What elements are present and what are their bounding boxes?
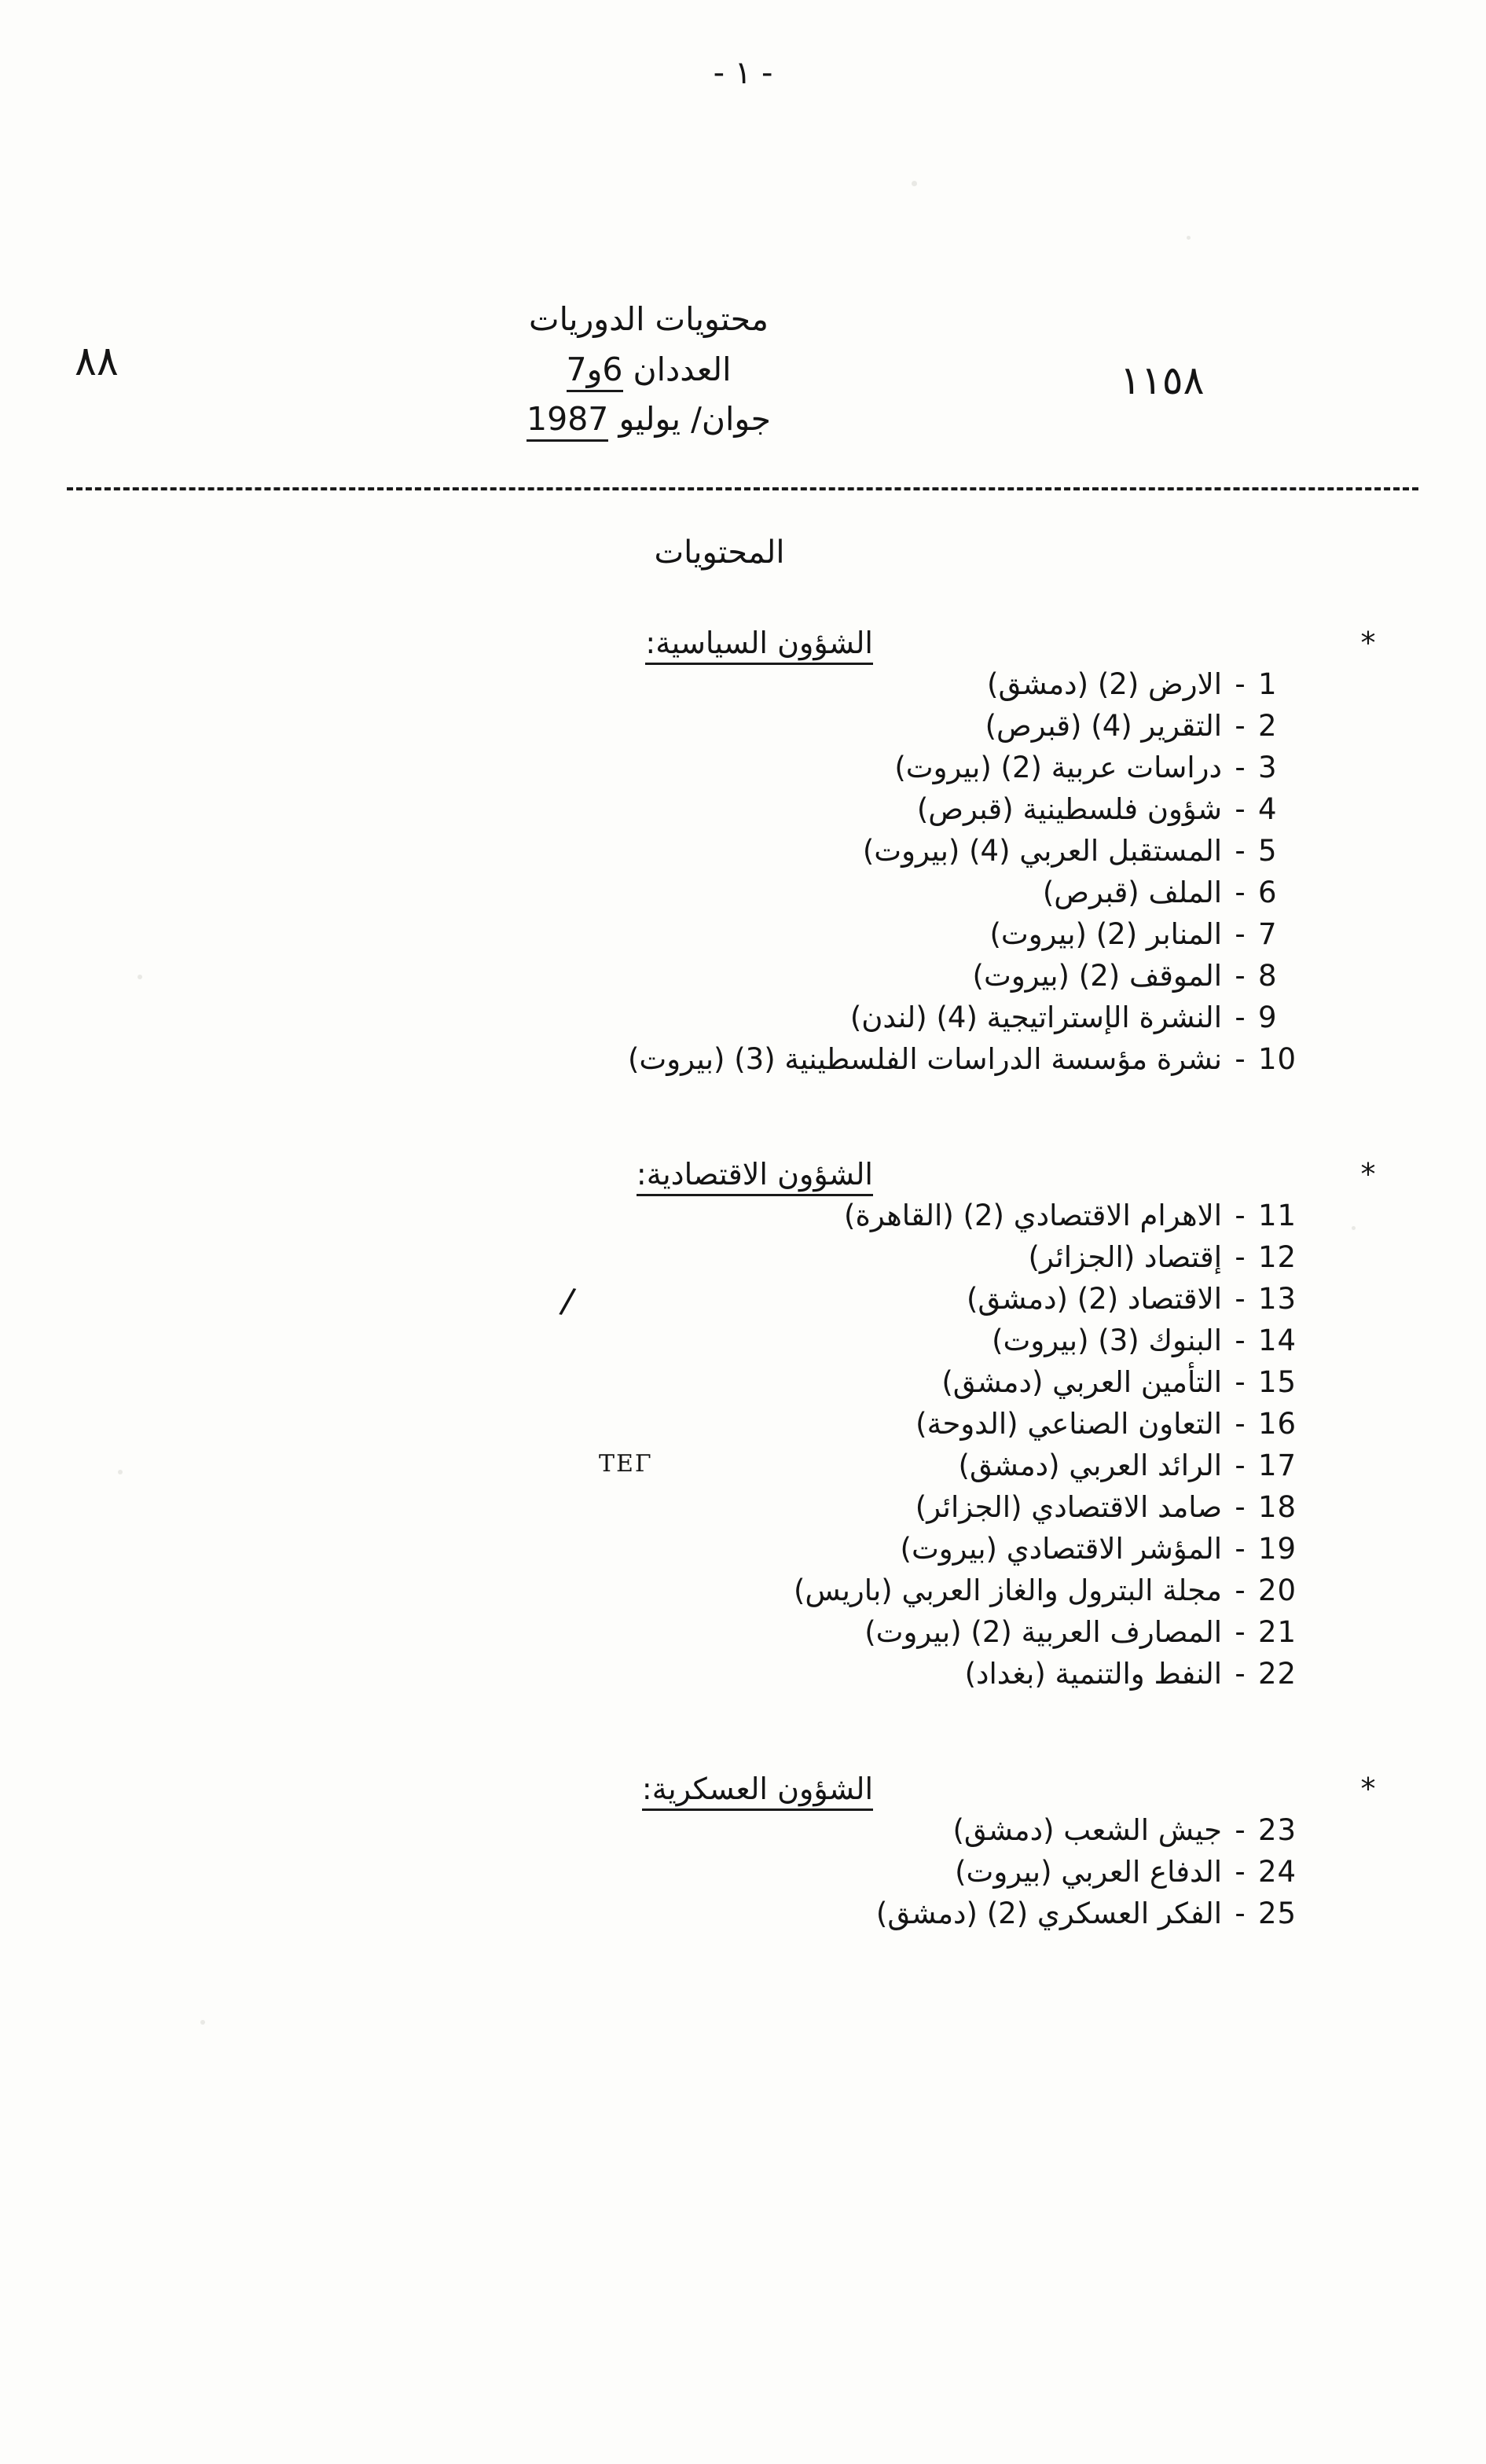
section-header-military: [0, 1772, 1486, 1811]
list-item: [0, 667, 1486, 701]
handwritten-note-left: ٨٨: [75, 338, 119, 385]
contents-title: المحتويات: [654, 534, 785, 571]
heading-title: محتويات الدوريات: [528, 300, 769, 338]
item-text: النفط والتنمية (بغداد): [964, 1657, 1222, 1691]
scan-speckle: [912, 181, 917, 186]
section-title: الشؤون العسكرية:: [642, 1772, 873, 1811]
item-text: نشرة مؤسسة الدراسات الفلسطينية (3) (بيروت): [627, 1042, 1222, 1076]
heading-issue-label: العددان: [633, 350, 732, 388]
item-index: 22: [1258, 1657, 1297, 1691]
item-text: التعاون الصناعي (الدوحة): [915, 1407, 1222, 1441]
item-index: 11: [1258, 1199, 1297, 1232]
item-index: 7: [1258, 917, 1278, 951]
item-dash: -: [1235, 1324, 1246, 1357]
item-index: 20: [1258, 1574, 1297, 1607]
item-index: 8: [1258, 959, 1278, 993]
heading-issue: [0, 345, 1486, 395]
item-text: الارض (2) (دمشق): [987, 667, 1222, 701]
item-dash: -: [1235, 667, 1246, 701]
page-number: - ١ -: [713, 55, 773, 91]
item-index: 15: [1258, 1365, 1297, 1399]
item-text: البنوك (3) (بيروت): [992, 1324, 1222, 1357]
scan-speckle: [1187, 236, 1191, 240]
item-text: المصارف العربية (2) (بيروت): [864, 1615, 1222, 1649]
item-dash: -: [1235, 876, 1246, 909]
item-dash: -: [1235, 1532, 1246, 1566]
section-title: الشؤون السياسية:: [645, 626, 873, 665]
list-item: [0, 1899, 1486, 1928]
item-text: شؤون فلسطينية (قبرص): [916, 792, 1222, 826]
item-index: 21: [1258, 1615, 1297, 1649]
item-text: الاقتصاد (2) (دمشق): [966, 1282, 1222, 1316]
list-item: [0, 959, 1486, 993]
item-index: 3: [1258, 751, 1278, 784]
item-text: إقتصاد (الجزائر): [1028, 1240, 1222, 1274]
item-dash: -: [1235, 959, 1246, 993]
list-item: [0, 1282, 1486, 1316]
list-item: [0, 1201, 1486, 1230]
list-item: [0, 878, 1486, 907]
item-dash: -: [1235, 1449, 1246, 1482]
item-text: النشرة الإستراتيجية (4) (لندن): [849, 1001, 1222, 1034]
item-dash: -: [1235, 1657, 1246, 1691]
scan-speckle: [200, 2020, 205, 2025]
handwritten-note-right: ١١٥٨: [1120, 358, 1205, 403]
item-index: 2: [1258, 709, 1278, 743]
item-dash: -: [1235, 1365, 1246, 1399]
section-title: الشؤون الاقتصادية:: [637, 1157, 873, 1196]
item-text: الاهرام الاقتصادي (2) (القاهرة): [844, 1199, 1222, 1232]
list-item: [0, 1657, 1486, 1691]
list-item: [0, 1326, 1486, 1355]
item-text: الملف (قبرص): [1042, 876, 1222, 909]
item-text: دراسات عربية (2) (بيروت): [894, 751, 1222, 784]
item-index: 24: [1258, 1855, 1297, 1889]
item-dash: -: [1235, 1042, 1246, 1076]
document-heading: [0, 295, 1486, 445]
heading-date-label: جوان/ يوليو: [618, 400, 771, 439]
list-item: [0, 1813, 1486, 1847]
list-item: [0, 1407, 1486, 1441]
item-index: 18: [1258, 1490, 1297, 1524]
item-dash: -: [1235, 1001, 1246, 1034]
section-header-political: [0, 626, 1486, 665]
list-item: [0, 753, 1486, 782]
item-dash: -: [1235, 792, 1246, 826]
item-index: 16: [1258, 1407, 1297, 1441]
item-dash: -: [1235, 834, 1246, 868]
list-item: [0, 792, 1486, 826]
list-item: [0, 1451, 1486, 1480]
item-text: المستقبل العربي (4) (بيروت): [862, 834, 1222, 868]
heading-date: [0, 395, 1486, 445]
item-dash: -: [1235, 1282, 1246, 1316]
item-text: جيش الشعب (دمشق): [952, 1813, 1222, 1847]
item-index: 14: [1258, 1324, 1297, 1357]
item-index: 13: [1258, 1282, 1297, 1316]
item-index: 12: [1258, 1240, 1297, 1274]
list-item: [0, 1365, 1486, 1399]
marginalia-slash: /: [557, 1280, 578, 1322]
section-header-economic: [0, 1157, 1486, 1196]
item-text: الفكر العسكري (2) (دمشق): [875, 1897, 1222, 1930]
list-item: [0, 917, 1486, 951]
item-index: 6: [1258, 876, 1278, 909]
item-dash: -: [1235, 709, 1246, 743]
item-dash: -: [1235, 1240, 1246, 1274]
list-item: [0, 1042, 1486, 1076]
contents-list: [0, 597, 1486, 1941]
item-text: التقرير (4) (قبرص): [985, 709, 1222, 743]
list-item: [0, 1615, 1486, 1649]
item-dash: -: [1235, 1199, 1246, 1232]
dashed-divider: [67, 487, 1418, 490]
list-item: [0, 1240, 1486, 1274]
item-index: 9: [1258, 1001, 1278, 1034]
item-text: مجلة البترول والغاز العربي (باريس): [793, 1574, 1222, 1607]
item-index: 10: [1258, 1042, 1297, 1076]
item-dash: -: [1235, 751, 1246, 784]
list-item: [0, 1855, 1486, 1889]
item-text: صامد الاقتصادي (الجزائر): [915, 1490, 1222, 1524]
item-dash: -: [1235, 1855, 1246, 1889]
item-index: 25: [1258, 1897, 1297, 1930]
item-index: 5: [1258, 834, 1278, 868]
item-dash: -: [1235, 1407, 1246, 1441]
item-index: 17: [1258, 1449, 1297, 1482]
item-dash: -: [1235, 1574, 1246, 1607]
section-spacer: [0, 1701, 1486, 1743]
item-text: الموقف (2) (بيروت): [972, 959, 1222, 993]
item-text: الدفاع العربي (بيروت): [955, 1855, 1222, 1889]
item-index: 4: [1258, 792, 1278, 826]
list-item: [0, 834, 1486, 868]
section-spacer: [0, 1086, 1486, 1129]
heading-year: 1987: [527, 400, 608, 442]
list-item: [0, 1532, 1486, 1566]
list-item: [0, 1576, 1486, 1605]
item-text: المؤشر الاقتصادي (بيروت): [900, 1532, 1222, 1566]
list-item: [0, 709, 1486, 743]
item-index: 1: [1258, 667, 1278, 701]
heading-issue-number: 6و7: [567, 351, 623, 392]
item-dash: -: [1235, 1615, 1246, 1649]
item-index: 19: [1258, 1532, 1297, 1566]
marginalia-tef: ΤΕΓ: [599, 1450, 653, 1478]
list-item: [0, 1003, 1486, 1032]
item-dash: -: [1235, 917, 1246, 951]
asterisk-icon: *: [1360, 626, 1376, 660]
item-text: التأمين العربي (دمشق): [941, 1365, 1222, 1399]
item-text: المنابر (2) (بيروت): [989, 917, 1222, 951]
asterisk-icon: *: [1360, 1157, 1376, 1192]
item-dash: -: [1235, 1897, 1246, 1930]
asterisk-icon: *: [1360, 1772, 1376, 1806]
item-dash: -: [1235, 1813, 1246, 1847]
item-text: الرائد العربي (دمشق): [958, 1449, 1222, 1482]
item-index: 23: [1258, 1813, 1297, 1847]
list-item: [0, 1490, 1486, 1524]
item-dash: -: [1235, 1490, 1246, 1524]
